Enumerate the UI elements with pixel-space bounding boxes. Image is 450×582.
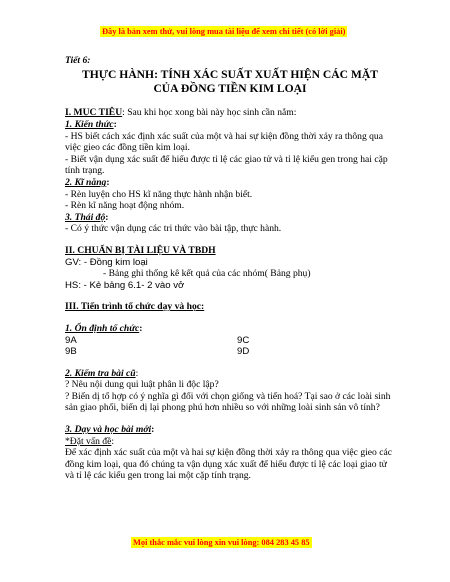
- process-section: [65, 301, 395, 482]
- class-label: 9B: [65, 346, 77, 358]
- knowledge-item: - Biết vận dụng xác suất để hiểu được tỉ lệ các giao tử và tỉ lệ kiểu gen trong hai cặp tính trạng.: [65, 153, 388, 177]
- knowledge-heading: 1. Kiến thức:: [65, 119, 117, 130]
- skills-item: - Rèn luyện cho HS kĩ năng thực hành nhận biết.: [65, 188, 253, 200]
- teacher-materials-2: - Bảng ghi thống kê kết quả của các nhóm( Bảng phụ): [103, 268, 311, 280]
- process-heading: III. Tiến trình tổ chức dạy và học:: [65, 301, 205, 313]
- skills-heading: 2. Kĩ năng:: [65, 176, 110, 188]
- attitude-heading: 3. Thái độ:: [65, 211, 109, 223]
- document-body: [65, 55, 395, 482]
- intro-text: Để xác định xác suất của một và hai sự kiện đồng thời xảy ra thông qua việc gieo các đồng kim loại, qua đó chúng ta vận dụng xác xuất để hiểu được tỉ lệ các loại giao tử và tỉ lệ các kiểu gen trong lai một cặp tính trạng.: [65, 447, 393, 482]
- class-label: 9A: [65, 334, 77, 346]
- lesson-title-line-1: THỰC HÀNH: TÍNH XÁC SUẤT XUẤT HIỆN CÁC MẶT: [82, 67, 378, 81]
- objectives-heading: I. MỤC TIÊU: Sau khi học xong bài này học sinh cần nắm:: [65, 107, 297, 119]
- lesson-number: Tiết 6:: [65, 55, 91, 66]
- check-heading: 2. Kiểm tra bài cũ:: [65, 367, 139, 379]
- teacher-materials: GV: - Đồng kim loại: [65, 256, 148, 268]
- org-heading: 1. Ổn định tổ chức:: [65, 322, 143, 334]
- preparation-section: [65, 245, 395, 291]
- intro-label: *Đặt vấn đề:: [65, 435, 115, 447]
- preparation-heading: II. CHUẨN BỊ TÀI LIỆU VÀ TBDH: [65, 244, 216, 256]
- knowledge-item: - HS biết cách xác định xác suất của một và hai sự kiện đồng thời xảy ra thông qua việc gieo các đồng tiền kim loại.: [65, 130, 383, 154]
- class-label: 9C: [237, 334, 250, 346]
- check-question: ? Nêu nội dung qui luật phân li độc lập?: [65, 379, 219, 391]
- contact-footer: Mọi thắc mắc vui lòng xin vui lòng: 084 283 45 85: [133, 538, 310, 547]
- lesson-title-line-2: CỦA ĐỒNG TIỀN KIM LOẠI: [153, 82, 307, 95]
- objectives-section: [65, 107, 395, 235]
- class-list: [65, 335, 395, 358]
- skills-item: - Rèn kĩ năng hoạt động nhóm.: [65, 200, 185, 212]
- check-question: ? Biến dị tổ hợp có ý nghĩa gì đối với chọn giống và tiến hoá? Tại sao ở các loài sinh sản giao phối, biến dị lại phong phú hơn nhiều so với những loài sinh sản vô tính?: [65, 390, 391, 414]
- new-lesson-heading: 3. Dạy và học bài mới:: [65, 424, 155, 436]
- attitude-item: - Có ý thức vận dụng các tri thức vào bài tập, thực hành.: [65, 223, 282, 235]
- class-label: 9D: [237, 346, 250, 358]
- preview-banner: Đây là bản xem thử, vui lòng mua tài liệu để xem chi tiết (có lời giải): [102, 27, 346, 36]
- student-materials: HS: - Kẻ bảng 6.1- 2 vào vở: [65, 279, 185, 291]
